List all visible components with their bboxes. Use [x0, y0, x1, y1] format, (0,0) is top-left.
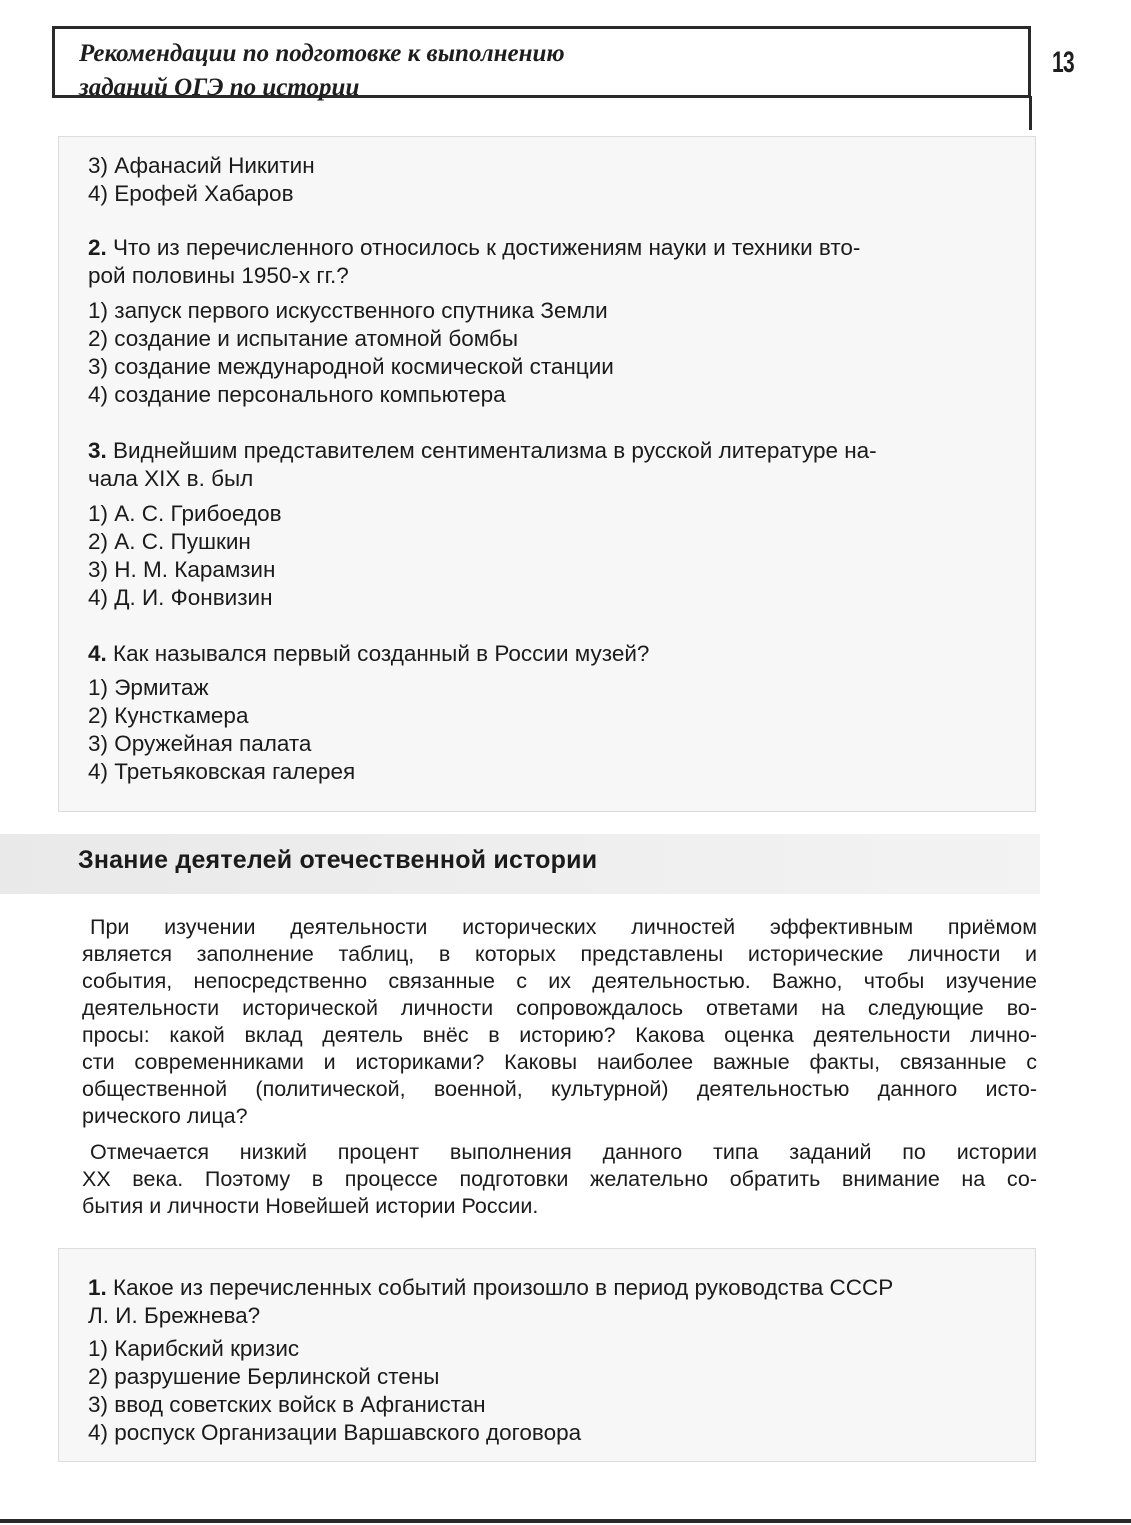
paragraph-1-line-3: события, непосредственно связанные с их деятельностью. Важно, чтобы изучение — [82, 969, 1037, 993]
section-paragraph-1 — [82, 914, 1037, 1130]
question-3-option-2: 2) А. С. Пушкин — [88, 529, 251, 554]
question-4-option-1: 1) Эрмитаж — [88, 675, 209, 700]
paragraph-1-line-2: является заполнение таблиц, в которых представлены исторические личности и — [82, 942, 1037, 966]
question-2-text — [88, 234, 1003, 262]
question-4-option-3: 3) Оружейная палата — [88, 731, 312, 756]
bottom-question-1-option-1: 1) Карибский кризис — [88, 1336, 300, 1361]
paragraph-1-line-5: просы: какой вклад деятель внёс в историю? Какова оценка деятельности лично- — [82, 1023, 1037, 1047]
question-4-option-4: 4) Третьяковская галерея — [88, 759, 356, 784]
question-2-option-3: 3) создание международной космической станции — [88, 354, 614, 379]
question-3-option-4: 4) Д. И. Фонвизин — [88, 585, 273, 610]
question-3-text — [88, 437, 1003, 465]
paragraph-1-line-1: При изучении деятельности исторических личностей эффективным приёмом — [90, 915, 1037, 939]
header-title-line-2: заданий ОГЭ по истории — [79, 74, 360, 101]
bottom-question-1-option-3: 3) ввод советских войск в Афганистан — [88, 1392, 486, 1417]
question-4-text — [88, 640, 1003, 668]
bottom-question-1-text — [88, 1274, 1003, 1302]
question-4-option-2: 2) Кунсткамера — [88, 703, 249, 728]
prev-question-option-3: 3) Афанасий Никитин — [88, 153, 315, 178]
bottom-question-1-line-1: Какое из перечисленных событий произошло в период руководства СССР — [113, 1275, 894, 1300]
paragraph-2-line-3: бытия и личности Новейшей истории России. — [82, 1194, 539, 1218]
question-3-option-3: 3) Н. М. Карамзин — [88, 557, 276, 582]
question-2-number: 2. — [88, 235, 107, 260]
question-3-option-1: 1) А. С. Грибоедов — [88, 501, 282, 526]
paragraph-1-line-8: рического лица? — [82, 1104, 248, 1128]
bottom-question-1-option-2: 2) разрушение Берлинской стены — [88, 1364, 440, 1389]
header-title-line-1: Рекомендации по подготовке к выполнению — [79, 40, 565, 67]
question-2-option-2: 2) создание и испытание атомной бомбы — [88, 326, 519, 351]
paragraph-2-line-2: XX века. Поэтому в процессе подготовки желательно обратить внимание на со- — [82, 1167, 1037, 1191]
section-paragraph-2 — [82, 1139, 1037, 1220]
paragraph-1-line-4: деятельности исторической личности сопровождалось ответами на следующие во- — [82, 996, 1037, 1020]
paragraph-1-line-7: общественной (политической, военной, культурной) деятельностью данного исто- — [82, 1077, 1037, 1101]
prev-question-option-4: 4) Ерофей Хабаров — [88, 181, 294, 206]
bottom-question-1-number: 1. — [88, 1275, 107, 1300]
paragraph-2-line-1: Отмечается низкий процент выполнения данного типа заданий по истории — [90, 1140, 1037, 1164]
question-2-option-4: 4) создание персонального компьютера — [88, 382, 506, 407]
question-2-line-1: Что из перечисленного относилось к достижениям науки и техники вто- — [113, 235, 861, 260]
header-title — [79, 37, 565, 105]
bottom-question-1-line-2: Л. И. Брежнева? — [88, 1303, 261, 1328]
bottom-question-1-option-4: 4) роспуск Организации Варшавского договора — [88, 1420, 582, 1445]
question-4-number: 4. — [88, 641, 107, 666]
section-title: Знание деятелей отечественной истории — [78, 846, 598, 874]
question-3-number: 3. — [88, 438, 107, 463]
question-2-line-2: рой половины 1950-х гг.? — [88, 263, 349, 288]
question-3-line-2: чала XIX в. был — [88, 466, 254, 491]
header-divider — [1029, 96, 1032, 130]
question-4-line-1: Как назывался первый созданный в России музей? — [113, 641, 650, 666]
question-3-line-1: Виднейшим представителем сентиментализма в русской литературе на- — [113, 438, 877, 463]
paragraph-1-line-6: сти современниками и историками? Каковы наиболее важные факты, связанные с — [82, 1050, 1037, 1074]
page-number: 13 — [1052, 46, 1074, 79]
question-2-option-1: 1) запуск первого искусственного спутника Земли — [88, 298, 608, 323]
page-bottom-rule — [0, 1519, 1131, 1523]
page-header — [52, 26, 1031, 101]
